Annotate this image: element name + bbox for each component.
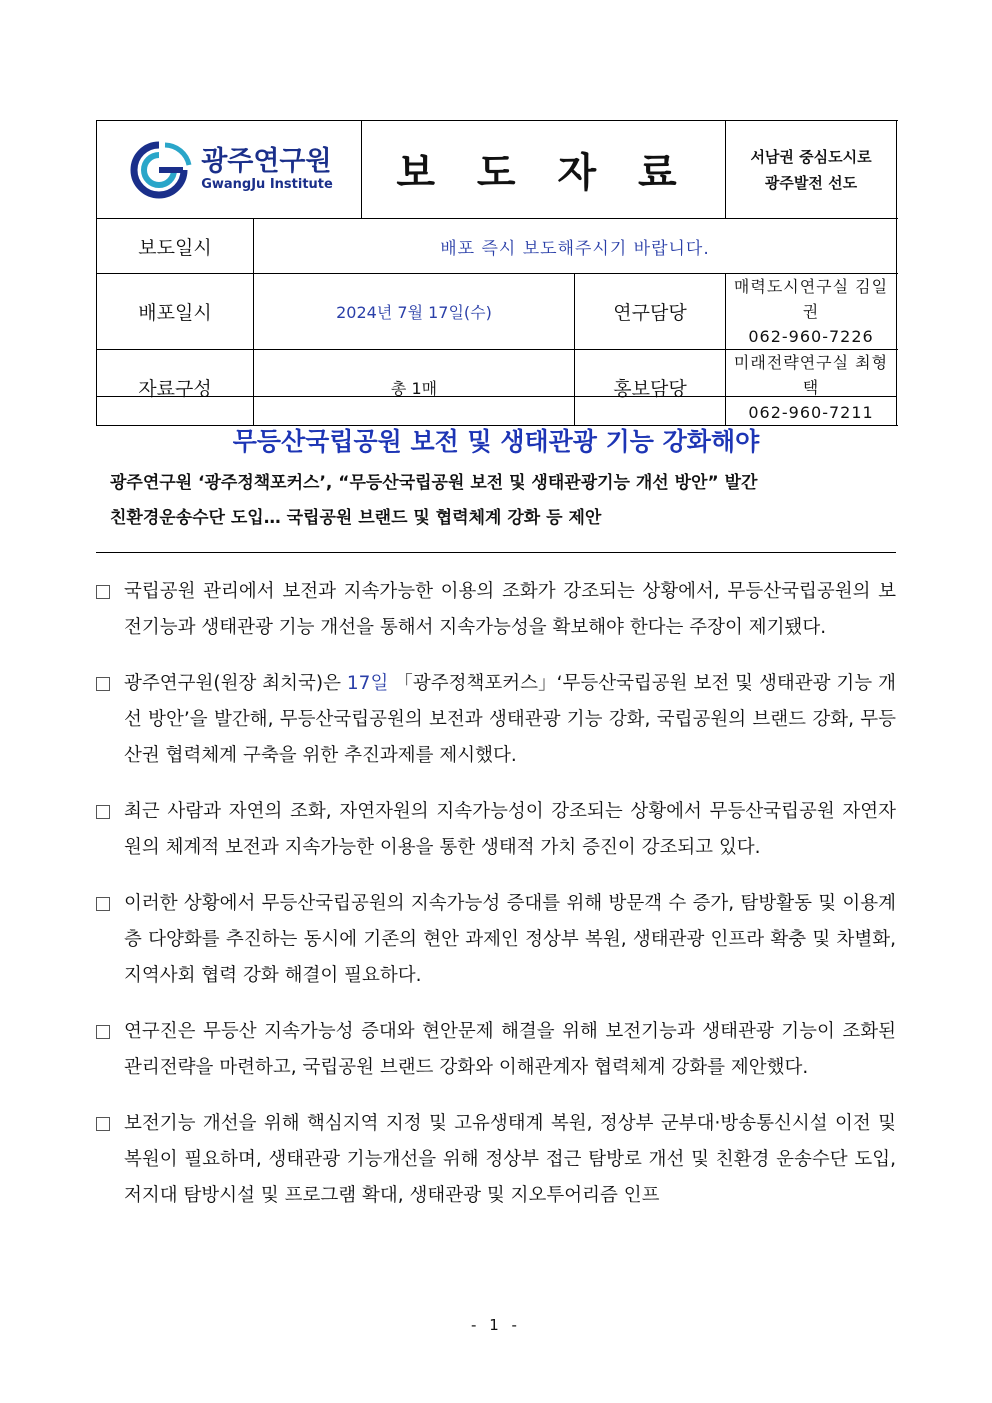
- pr-contact-label: 홍보담당: [575, 350, 726, 426]
- distribution-date-value: 2024년 7월 17일(수): [254, 274, 575, 350]
- logo-english-name: GwangJu Institute: [201, 176, 333, 192]
- logo-cell: [97, 121, 362, 219]
- headline-divider: [96, 552, 896, 553]
- gwangju-institute-logo-icon: [125, 139, 193, 201]
- pr-contact-name: 미래전략연구실 최형택: [733, 353, 889, 397]
- pr-contact: [726, 350, 897, 426]
- research-contact: [726, 274, 897, 350]
- report-date-value: 배포 즉시 보도해주시기 바랍니다.: [254, 219, 897, 274]
- press-release-title: 보 도 자 료: [362, 121, 726, 219]
- top-divider: [96, 396, 896, 397]
- checkbox-bullet-icon: [96, 1025, 110, 1039]
- paragraph-5: 연구진은 무등산 지속가능성 증대와 현안문제 해결을 위해 보전기능과 생태관광 기능이 조화된 관리전략을 마련하고, 국립공원 브랜드 강화와 이해관계자 협력체계 강화를 제안했다.: [96, 1014, 896, 1086]
- slogan-line-1: 서남권 중심도시로: [750, 147, 872, 166]
- research-contact-phone: 062-960-7226: [748, 327, 874, 346]
- checkbox-bullet-icon: [96, 897, 110, 911]
- pr-contact-phone: 062-960-7211: [748, 403, 874, 422]
- logo-korean-name: 광주연구원: [201, 145, 332, 177]
- research-contact-name: 매력도시연구실 김일권: [733, 277, 889, 321]
- page-number: - 1 -: [471, 1316, 521, 1334]
- slogan: [726, 121, 897, 219]
- highlight-date: 17일: [346, 673, 389, 694]
- paragraph-1: 국립공원 관리에서 보전과 지속가능한 이용의 조화가 강조되는 상황에서, 무등산국립공원의 보전기능과 생태관광 기능 개선을 통해서 지속가능성을 확보해야 한다는 주장이 제기됐다.: [96, 574, 896, 646]
- paragraph-4: 이러한 상황에서 무등산국립공원의 지속가능성 증대를 위해 방문객 수 증가, 탐방활동 및 이용계층 다양화를 추진하는 동시에 기존의 현안 과제인 정상부 복원, 생태관광 인프라 확충 및 차별화, 지역사회 협력 강화 해결이 필요하다.: [96, 886, 896, 994]
- checkbox-bullet-icon: [96, 1117, 110, 1131]
- materials-value: 총 1매: [254, 350, 575, 426]
- article-body: [96, 574, 896, 1234]
- report-date-label: 보도일시: [97, 219, 254, 274]
- subheadline-2: 친환경운송수단 도입… 국립공원 브랜드 및 협력체계 강화 등 제안: [110, 508, 602, 528]
- paragraph-3: 최근 사람과 자연의 조화, 자연자원의 지속가능성이 강조되는 상황에서 무등산국립공원 자연자원의 체계적 보전과 지속가능한 이용을 통한 생태적 가치 증진이 강조되고 있다.: [96, 794, 896, 866]
- distribution-date-label: 배포일시: [97, 274, 254, 350]
- slogan-line-2: 광주발전 선도: [764, 173, 858, 192]
- headline: 무등산국립공원 보전 및 생태관광 기능 강화해야: [232, 427, 760, 456]
- subheadline-1: 광주연구원 ‘광주정책포커스’, “무등산국립공원 보전 및 생태관광기능 개선 방안” 발간: [110, 473, 758, 493]
- research-contact-label: 연구담당: [575, 274, 726, 350]
- checkbox-bullet-icon: [96, 805, 110, 819]
- paragraph-6: 보전기능 개선을 위해 핵심지역 지정 및 고유생태계 복원, 정상부 군부대·방송통신시설 이전 및 복원이 필요하며, 생태관광 기능개선을 위해 정상부 접근 탐방로 개선 및 친환경 운송수단 도입, 저지대 탐방시설 및 프로그램 확대, 생태관광 및 지오투어리즘 인프: [96, 1106, 896, 1214]
- paragraph-2: 광주연구원(원장 최치국)은 17일 「광주정책포커스」‘무등산국립공원 보전 및 생태관광 기능 개선 방안’을 발간해, 무등산국립공원의 보전과 생태관광 기능 강화, 국립공원의 브랜드 강화, 무등산권 협력체계 구축을 위한 추진과제를 제시했다.: [96, 666, 896, 774]
- checkbox-bullet-icon: [96, 677, 110, 691]
- press-header-table: [96, 120, 897, 426]
- checkbox-bullet-icon: [96, 585, 110, 599]
- materials-label: 자료구성: [97, 350, 254, 426]
